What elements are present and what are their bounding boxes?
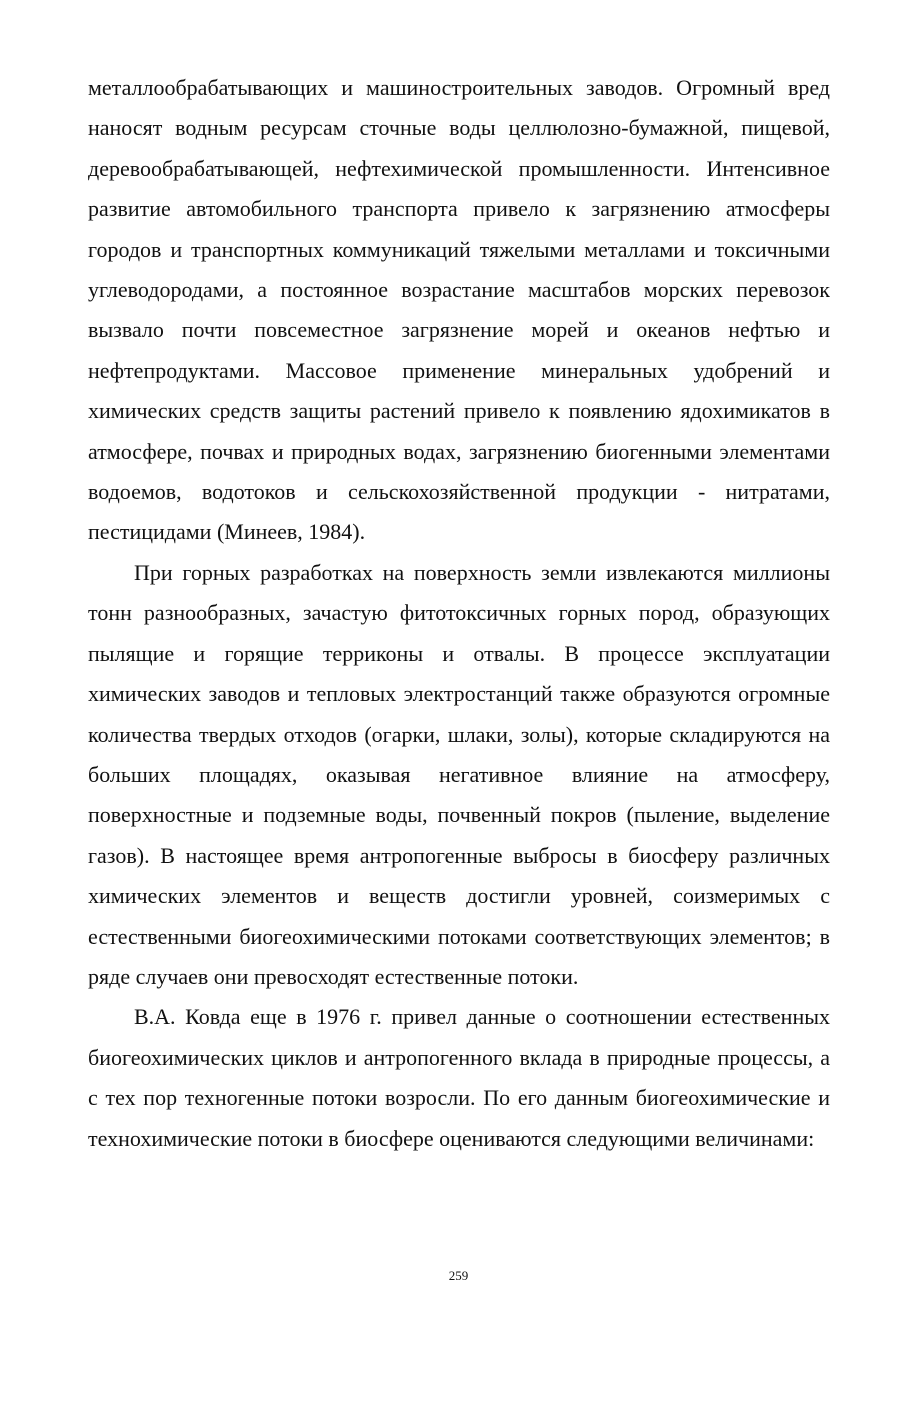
paragraph-1: металлообрабатывающих и машиностроительных заводов. Огромный вред наносят водным ресурсам сточные воды целлюлозно-бумажной, пищевой, деревообрабатывающей, нефтехимической промышленности. Интенсивное развитие автомобильного транспорта привело к загрязнению атмосферы городов и транспортных коммуникаций тяжелыми металлами и токсичными углеводородами, а постоянное возрастание масштабов морских перевозок вызвало почти повсеместное загрязнение морей и океанов нефтью и нефтепродуктами. Массовое применение минеральных удобрений и химических средств защиты растений привело к появлению ядохимикатов в атмосфере, почвах и природных водах, загрязнению биогенными элементами водоемов, водотоков и сельскохозяйственной продукции - нитратами, пестицидами (Минеев, 1984).: [88, 75, 830, 545]
body-text: [88, 68, 830, 1159]
page-number: 259: [448, 1268, 469, 1283]
paragraph-2: При горных разработках на поверхность земли извлекаются миллионы тонн разнообразных, зачастую фитотоксичных горных пород, образующих пылящие и горящие терриконы и отвалы. В процессе эксплуатации химических заводов и тепловых электростанций также образуются огромные количества твердых отходов (огарки, шлаки, золы), которые складируются на больших площадях, оказывая негативное влияние на атмосферу, поверхностные и подземные воды, почвенный покров (пыление, выделение газов). В настоящее время антропогенные выбросы в биосферу различных химических элементов и веществ достигли уровней, соизмеримых с естественными биогеохимическими потоками соответствующих элементов; в ряде случаев они превосходят естественные потоки.: [88, 559, 830, 989]
paragraph-3: В.А. Ковда еще в 1976 г. привел данные о соотношении естественных биогеохимических циклов и антропогенного вклада в природные процессы, а с тех пор техногенные потоки возросли. По его данным биогеохимические и технохимические потоки в биосфере оцениваются следующими величинами:: [88, 1004, 830, 1151]
